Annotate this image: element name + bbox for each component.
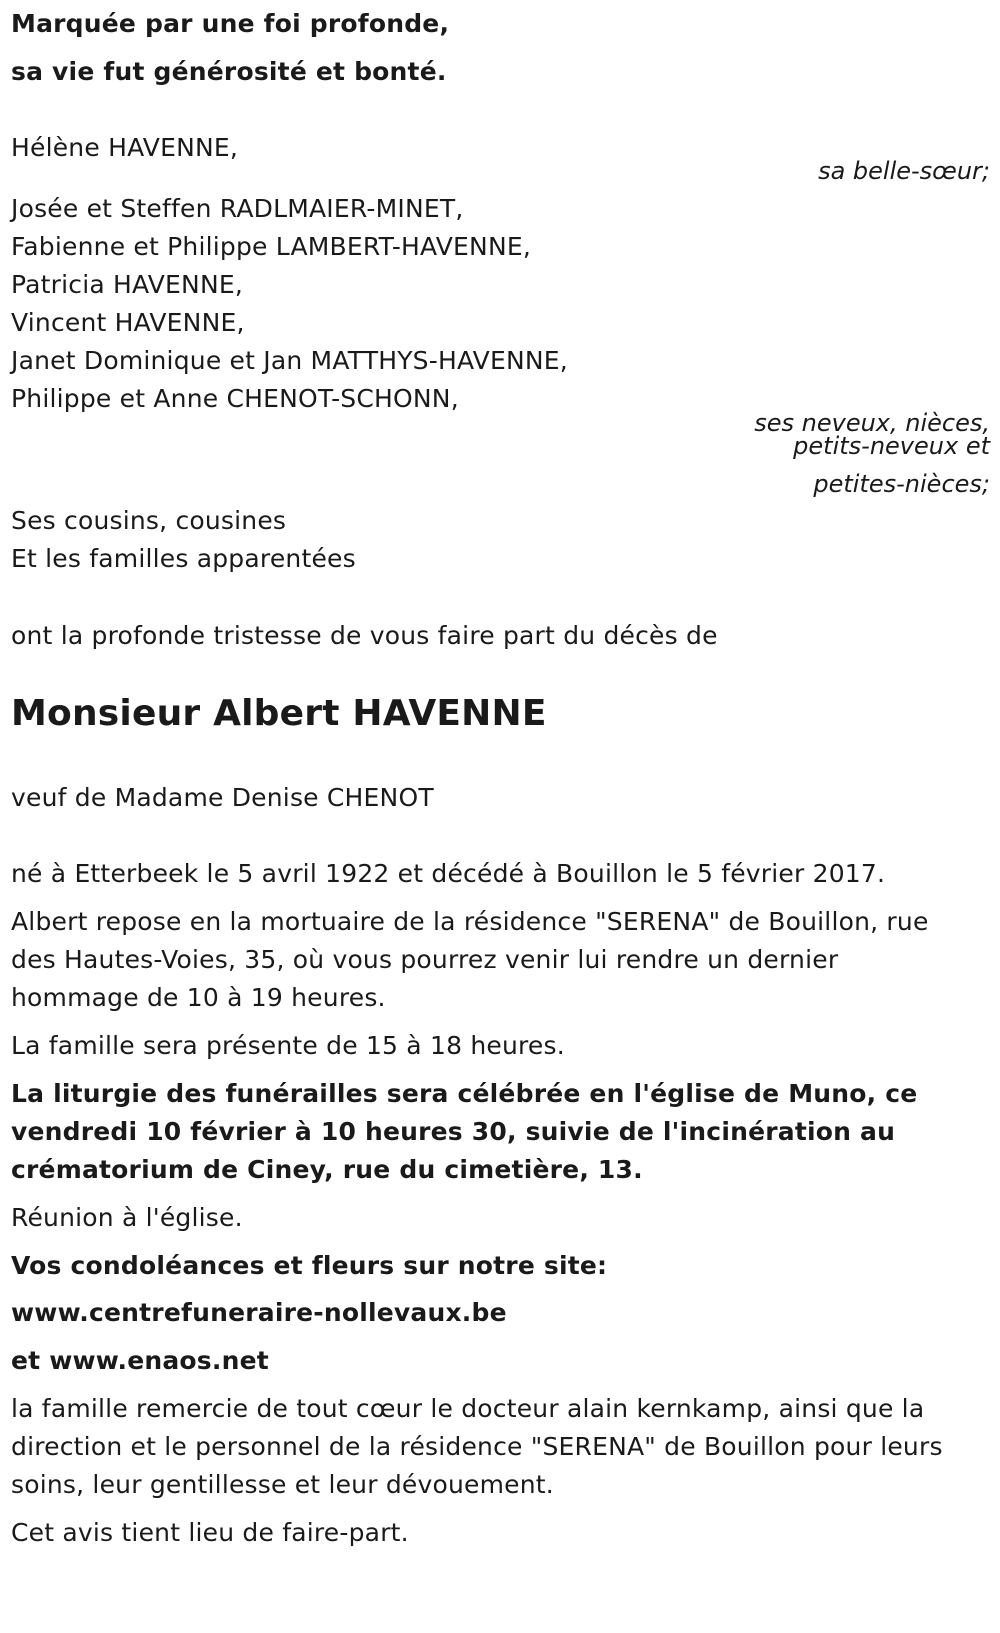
nephews-role-line-3: petites-nièces;: [813, 470, 990, 498]
liturgy-line-2: vendredi 10 février à 10 heures 30, suivie de l'incinération au: [11, 1117, 896, 1146]
meeting-info: Réunion à l'église.: [11, 1203, 243, 1232]
thanks-line-2: direction et le personnel de la résidence "SERENA" de Bouillon pour leurs: [11, 1432, 943, 1461]
nephew-entry: Patricia HAVENNE,: [11, 270, 244, 299]
motto-line-2: sa vie fut générosité et bonté.: [11, 57, 447, 86]
nephew-entry: Vincent HAVENNE,: [11, 308, 245, 337]
sister-in-law: Hélène HAVENNE,: [11, 133, 239, 162]
mortuary-line-3: hommage de 10 à 19 heures.: [11, 983, 386, 1012]
nephew-entry: Janet Dominique et Jan MATTHYS-HAVENNE,: [11, 346, 568, 375]
liturgy-line-3: crématorium de Ciney, rue du cimetière, 13.: [11, 1155, 643, 1184]
nephew-entry: Philippe et Anne CHENOT-SCHONN,: [11, 384, 459, 413]
liturgy-line-1: La liturgie des funérailles sera célébrée en l'église de Muno, ce: [11, 1079, 918, 1108]
family-presence: La famille sera présente de 15 à 18 heures.: [11, 1031, 565, 1060]
website-link-2[interactable]: et www.enaos.net: [11, 1346, 269, 1375]
nephew-entry: Fabienne et Philippe LAMBERT-HAVENNE,: [11, 232, 531, 261]
notice-footer: Cet avis tient lieu de faire-part.: [11, 1518, 409, 1547]
nephews-role-line-1: ses neveux, nièces,: [754, 409, 990, 437]
thanks-line-1: la famille remercie de tout cœur le docteur alain kernkamp, ainsi que la: [11, 1394, 925, 1423]
announcement: ont la profonde tristesse de vous faire part du décès de: [11, 621, 718, 650]
motto-line-1: Marquée par une foi profonde,: [11, 9, 450, 38]
cousins: Ses cousins, cousines: [11, 506, 287, 535]
widower-of: veuf de Madame Denise CHENOT: [11, 783, 434, 812]
website-link-1[interactable]: www.centrefuneraire-nollevaux.be: [11, 1298, 507, 1327]
nephews-role-line-2: petits-neveux et: [793, 432, 990, 460]
nephew-entry: Josée et Steffen RADLMAIER-MINET,: [11, 194, 464, 223]
mortuary-line-1: Albert repose en la mortuaire de la résidence "SERENA" de Bouillon, rue: [11, 907, 929, 936]
mortuary-line-2: des Hautes-Voies, 35, où vous pourrez venir lui rendre un dernier: [11, 945, 839, 974]
thanks-line-3: soins, leur gentillesse et leur dévouement.: [11, 1470, 554, 1499]
related-families: Et les familles apparentées: [11, 544, 356, 573]
birth-death: né à Etterbeek le 5 avril 1922 et décédé à Bouillon le 5 février 2017.: [11, 859, 886, 888]
sister-in-law-role: sa belle-sœur;: [818, 157, 990, 185]
condolences-heading: Vos condoléances et fleurs sur notre site:: [11, 1251, 608, 1280]
deceased-name: Monsieur Albert HAVENNE: [11, 693, 547, 734]
